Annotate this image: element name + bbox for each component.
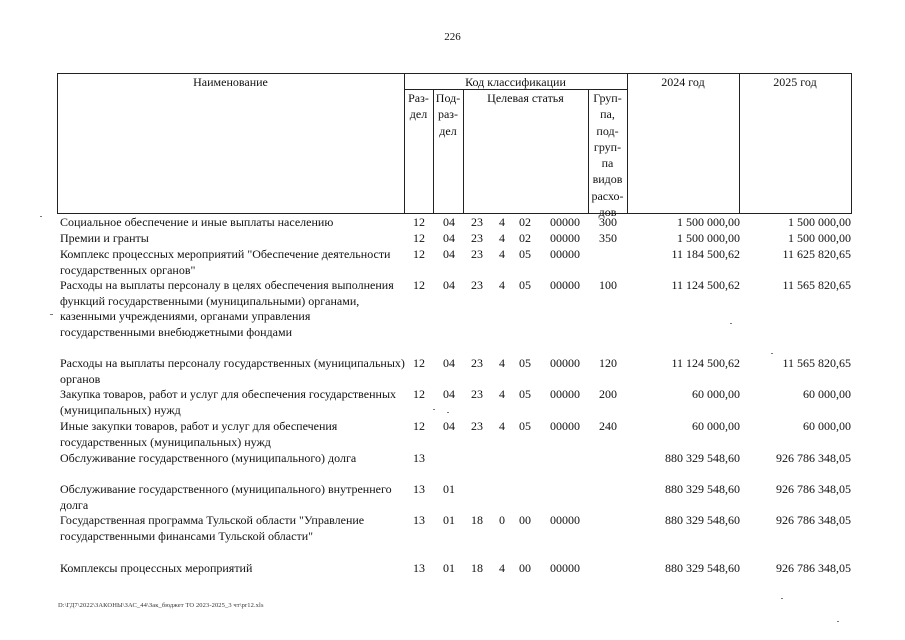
row-target-direction: 00000 bbox=[550, 419, 580, 433]
row-amount-2024: 880 329 548,60 bbox=[665, 451, 740, 465]
row-target-program: 23 bbox=[471, 215, 483, 229]
scan-speck bbox=[50, 314, 53, 315]
row-target-program: 23 bbox=[471, 387, 483, 401]
row-name: Социальное обеспечение и иные выплаты населению bbox=[60, 215, 334, 229]
row-target-type: 0 bbox=[499, 513, 505, 527]
row-razdel: 13 bbox=[413, 561, 425, 575]
row-razdel: 12 bbox=[413, 231, 425, 245]
row-target-complex: 00 bbox=[519, 513, 531, 527]
scan-speck bbox=[771, 353, 773, 354]
row-target-direction: 00000 bbox=[550, 561, 580, 575]
row-target-program: 23 bbox=[471, 247, 483, 261]
row-name: Комплексы процессных мероприятий bbox=[60, 561, 253, 575]
row-name: Комплекс процессных мероприятий "Обеспечение деятельности государственных органов" bbox=[60, 247, 391, 277]
row-podrazdel: 01 bbox=[443, 561, 455, 575]
row-target-program: 23 bbox=[471, 356, 483, 370]
row-expense-type: 100 bbox=[599, 278, 617, 292]
row-target-type: 4 bbox=[499, 278, 505, 292]
row-podrazdel: 01 bbox=[443, 482, 455, 496]
header-year-2025: 2025 год bbox=[773, 75, 817, 89]
row-podrazdel: 01 bbox=[443, 513, 455, 527]
row-target-type: 4 bbox=[499, 419, 505, 433]
row-razdel: 13 bbox=[413, 482, 425, 496]
row-amount-2025: 1 500 000,00 bbox=[788, 215, 851, 229]
row-expense-type: 240 bbox=[599, 419, 617, 433]
row-name: Закупка товаров, работ и услуг для обеспечения государственных (муниципальных) нужд bbox=[60, 387, 397, 417]
row-razdel: 13 bbox=[413, 451, 425, 465]
row-razdel: 12 bbox=[413, 419, 425, 433]
header-section: Раз- дел bbox=[408, 91, 429, 122]
row-target-complex: 00 bbox=[519, 561, 531, 575]
header-name: Наименование bbox=[193, 75, 268, 89]
row-target-type: 4 bbox=[499, 231, 505, 245]
row-target-type: 4 bbox=[499, 387, 505, 401]
row-target-program: 23 bbox=[471, 231, 483, 245]
row-podrazdel: 04 bbox=[443, 356, 455, 370]
footer-file-path: D:\ГД7\2022\ЗАКОНЫ\ЗАС_44\Зак_бюджет ТО 2023-2025_3 чт\pr12.xls bbox=[58, 602, 264, 609]
row-target-direction: 00000 bbox=[550, 513, 580, 527]
row-podrazdel: 04 bbox=[443, 387, 455, 401]
header-classification-code: Код классификации bbox=[465, 75, 566, 89]
row-target-program: 23 bbox=[471, 419, 483, 433]
row-razdel: 12 bbox=[413, 278, 425, 292]
row-razdel: 12 bbox=[413, 215, 425, 229]
row-amount-2024: 880 329 548,60 bbox=[665, 513, 740, 527]
row-target-direction: 00000 bbox=[550, 356, 580, 370]
row-target-complex: 02 bbox=[519, 215, 531, 229]
row-amount-2025: 11 565 820,65 bbox=[782, 356, 851, 370]
row-expense-type: 350 bbox=[599, 231, 617, 245]
row-podrazdel: 04 bbox=[443, 278, 455, 292]
row-amount-2025: 1 500 000,00 bbox=[788, 231, 851, 245]
row-target-type: 4 bbox=[499, 356, 505, 370]
row-target-complex: 02 bbox=[519, 231, 531, 245]
row-podrazdel: 04 bbox=[443, 231, 455, 245]
row-name: Иные закупки товаров, работ и услуг для обеспечения государственных (муниципальных) нужд bbox=[60, 419, 338, 449]
row-name: Обслуживание государственного (муниципального) внутреннего долга bbox=[60, 482, 392, 512]
row-name: Премии и гранты bbox=[60, 231, 149, 245]
row-expense-type: 120 bbox=[599, 356, 617, 370]
header-target-article: Целевая статья bbox=[487, 91, 564, 105]
page-number: 226 bbox=[444, 31, 461, 43]
row-amount-2025: 11 625 820,65 bbox=[782, 247, 851, 261]
scan-speck bbox=[447, 412, 449, 413]
row-target-type: 4 bbox=[499, 561, 505, 575]
row-target-complex: 05 bbox=[519, 278, 531, 292]
row-target-program: 18 bbox=[471, 561, 483, 575]
row-podrazdel: 04 bbox=[443, 247, 455, 261]
row-name: Государственная программа Тульской области "Управление государственными финансами Тульской области" bbox=[60, 513, 365, 543]
row-target-complex: 05 bbox=[519, 419, 531, 433]
row-razdel: 12 bbox=[413, 247, 425, 261]
row-amount-2024: 1 500 000,00 bbox=[677, 231, 740, 245]
row-amount-2024: 60 000,00 bbox=[692, 387, 740, 401]
row-name: Расходы на выплаты персоналу в целях обеспечения выполнения функций государственными (муниципальными) органами, казенными учреждениями, органами управления государственными внебюджетными фондами bbox=[60, 278, 394, 339]
row-razdel: 13 bbox=[413, 513, 425, 527]
row-target-type: 4 bbox=[499, 215, 505, 229]
row-name: Обслуживание государственного (муниципального) долга bbox=[60, 451, 357, 465]
row-amount-2024: 60 000,00 bbox=[692, 419, 740, 433]
row-amount-2025: 60 000,00 bbox=[803, 419, 851, 433]
row-name: Расходы на выплаты персоналу государственных (муниципальных) органов bbox=[60, 356, 405, 386]
scan-speck bbox=[433, 409, 435, 410]
scan-speck bbox=[40, 216, 42, 217]
row-target-direction: 00000 bbox=[550, 215, 580, 229]
row-amount-2024: 11 184 500,62 bbox=[671, 247, 740, 261]
row-amount-2025: 60 000,00 bbox=[803, 387, 851, 401]
row-amount-2024: 11 124 500,62 bbox=[671, 356, 740, 370]
row-target-complex: 05 bbox=[519, 247, 531, 261]
row-target-program: 18 bbox=[471, 513, 483, 527]
row-amount-2024: 1 500 000,00 bbox=[677, 215, 740, 229]
row-target-complex: 05 bbox=[519, 356, 531, 370]
row-podrazdel: 04 bbox=[443, 419, 455, 433]
row-target-direction: 00000 bbox=[550, 387, 580, 401]
row-target-direction: 00000 bbox=[550, 278, 580, 292]
scan-speck bbox=[730, 323, 732, 324]
row-razdel: 12 bbox=[413, 356, 425, 370]
row-target-direction: 00000 bbox=[550, 231, 580, 245]
header-subsection: Под- раз- дел bbox=[435, 91, 461, 138]
row-expense-type: 300 bbox=[599, 215, 617, 229]
row-podrazdel: 04 bbox=[443, 215, 455, 229]
row-amount-2025: 926 786 348,05 bbox=[776, 451, 851, 465]
row-amount-2025: 11 565 820,65 bbox=[782, 278, 851, 292]
row-target-program: 23 bbox=[471, 278, 483, 292]
row-amount-2024: 880 329 548,60 bbox=[665, 482, 740, 496]
header-expense-group: Груп- па, под- груп- па видов расхо- дов bbox=[591, 91, 624, 220]
row-amount-2024: 880 329 548,60 bbox=[665, 561, 740, 575]
row-razdel: 12 bbox=[413, 387, 425, 401]
header-year-2024: 2024 год bbox=[661, 75, 705, 89]
row-target-type: 4 bbox=[499, 247, 505, 261]
row-expense-type: 200 bbox=[599, 387, 617, 401]
row-amount-2025: 926 786 348,05 bbox=[776, 561, 851, 575]
row-target-complex: 05 bbox=[519, 387, 531, 401]
scan-speck bbox=[837, 621, 839, 622]
row-amount-2024: 11 124 500,62 bbox=[671, 278, 740, 292]
row-amount-2025: 926 786 348,05 bbox=[776, 513, 851, 527]
scan-speck bbox=[781, 598, 783, 599]
row-amount-2025: 926 786 348,05 bbox=[776, 482, 851, 496]
row-target-direction: 00000 bbox=[550, 247, 580, 261]
